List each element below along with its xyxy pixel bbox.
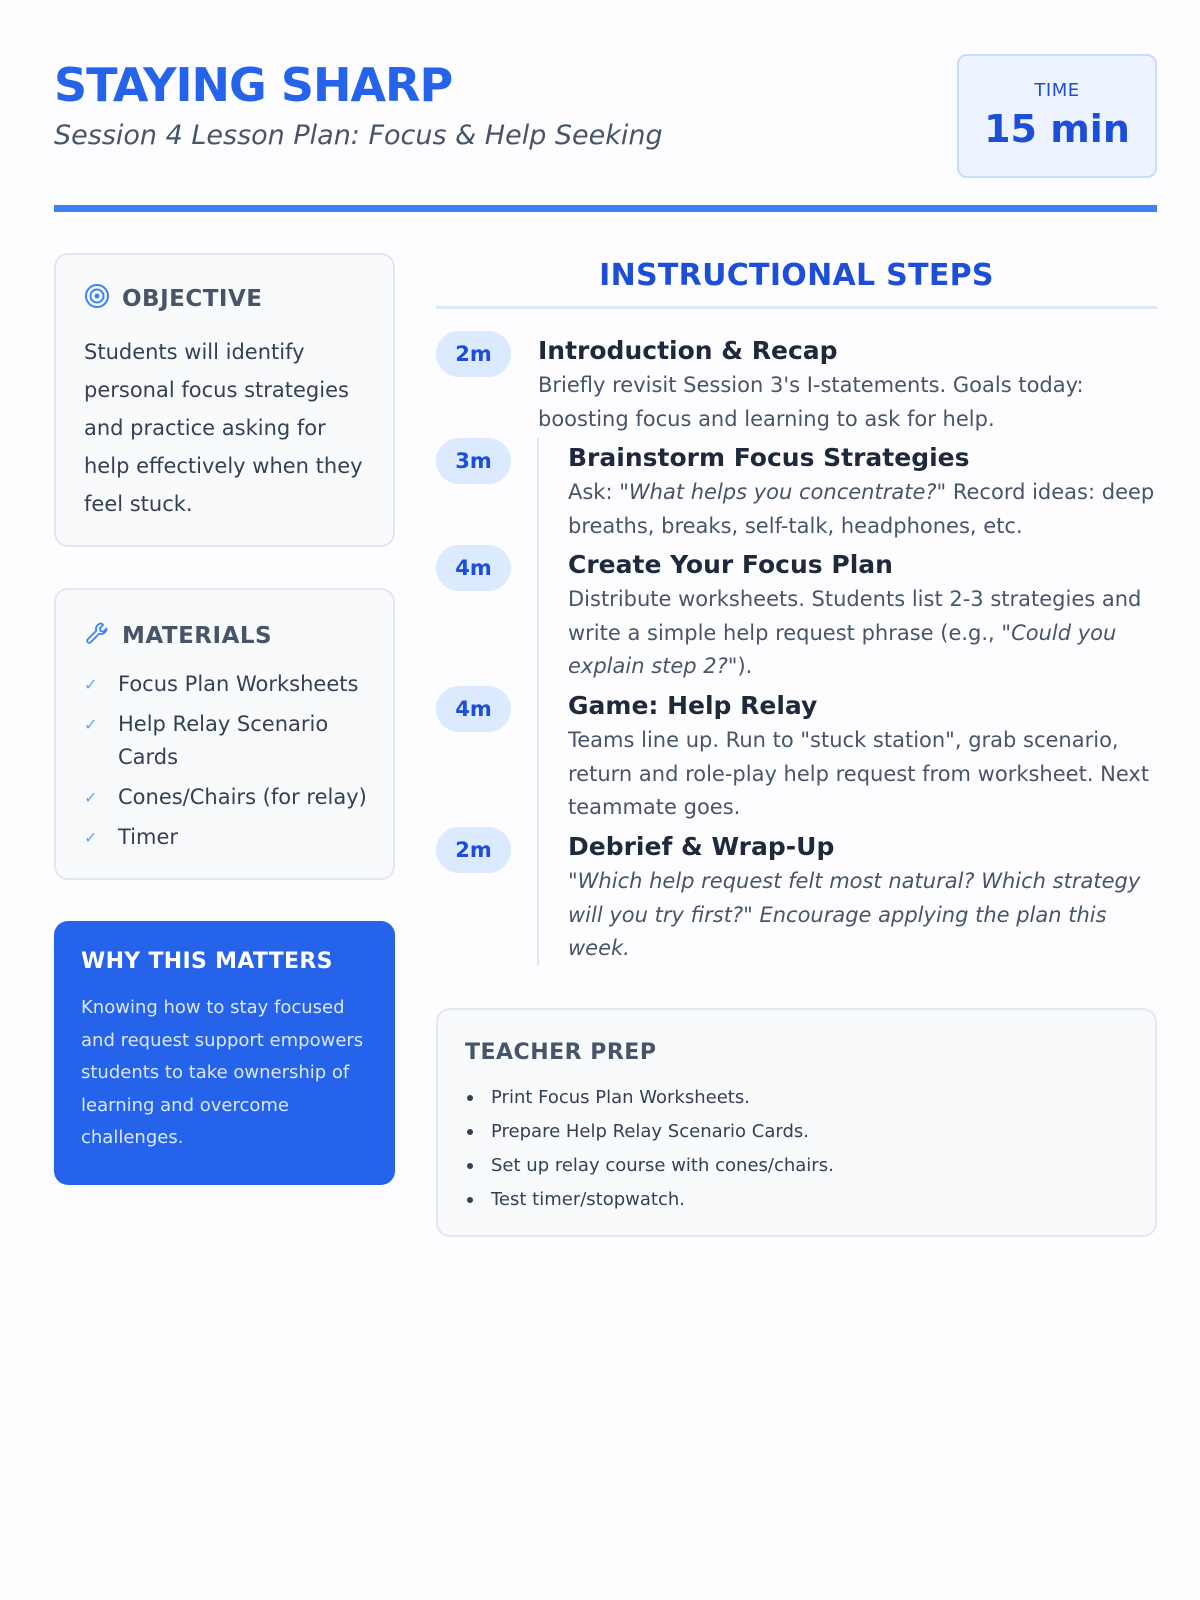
step-item [436,545,1157,678]
page-subtitle: Session 4 Lesson Plan: Focus & Help Seeking [54,120,663,151]
step-description: Ask: "What helps you concentrate?" Record ideas: deep breaths, breaks, self-talk, headphones, etc. [568,480,1155,538]
step-description: Briefly revisit Session 3's I-statements. Goals today: boosting focus and learning to ask for help. [538,373,1084,431]
duration-badge: 4m [436,545,511,591]
objective-text: Students will identify personal focus strategies and practice asking for help effectively when they feel stuck. [84,340,363,516]
step-title: Create Your Focus Plan [568,550,893,579]
step-description: "Which help request felt most natural? Which strategy will you try first?" Encourage applying the plan this week. [568,869,1141,960]
list-item: Test timer/stopwatch. [465,1183,1127,1217]
list-item: ✓ Cones/Chairs (for relay) [84,781,367,814]
why-text: Knowing how to stay focused and request support empowers students to take ownership of learning and overcome challenges. [81,997,364,1148]
check-icon: ✓ [84,675,98,694]
step-title: Introduction & Recap [538,336,838,365]
page-title: STAYING SHARP [54,58,453,112]
list-item: Set up relay course with cones/chairs. [465,1149,1127,1183]
header-divider [54,205,1157,212]
list-item: ✓ Timer [84,821,367,854]
wrench-icon [84,620,110,652]
teacher-prep-card [436,1008,1157,1237]
step-title: Brainstorm Focus Strategies [568,443,970,472]
header [54,54,1157,214]
step-description: Distribute worksheets. Students list 2-3 strategies and write a simple help request phrase (e.g., "Could you explain step 2?"). [568,587,1142,678]
materials-card [54,588,395,880]
check-icon: ✓ [84,828,98,847]
target-icon [84,283,110,315]
objective-card [54,253,395,547]
time-box [957,54,1157,178]
materials-header [84,620,367,652]
duration-badge: 3m [436,438,511,484]
prep-heading: TEACHER PREP [465,1040,657,1065]
time-value: 15 min [984,107,1130,151]
check-icon: ✓ [84,715,98,734]
why-heading: WHY THIS MATTERS [81,949,333,974]
why-this-matters-card [54,921,395,1185]
list-item: ✓ Help Relay Scenario Cards [84,708,367,774]
step-item [436,686,1157,819]
step-description: Teams line up. Run to "stuck station", grab scenario, return and role-play help request from worksheet. Next teammate goes. [568,728,1150,819]
materials-heading: MATERIALS [122,623,273,649]
list-item: ✓ Focus Plan Worksheets [84,668,367,701]
instructional-steps-section [436,254,1157,309]
steps-heading: INSTRUCTIONAL STEPS [599,258,994,293]
steps-divider [436,306,1157,309]
objective-heading: OBJECTIVE [122,286,263,312]
materials-list [84,668,367,854]
step-item [436,331,1157,431]
time-label: TIME [1034,80,1080,101]
duration-badge: 4m [436,686,511,732]
list-item: Print Focus Plan Worksheets. [465,1081,1127,1115]
step-title: Game: Help Relay [568,691,818,720]
duration-badge: 2m [436,331,511,377]
list-item: Prepare Help Relay Scenario Cards. [465,1115,1127,1149]
duration-badge: 2m [436,827,511,873]
step-item [436,438,1157,538]
check-icon: ✓ [84,788,98,807]
objective-header [84,283,367,315]
step-title: Debrief & Wrap-Up [568,832,835,861]
step-item [436,827,1157,967]
prep-list [465,1081,1127,1217]
